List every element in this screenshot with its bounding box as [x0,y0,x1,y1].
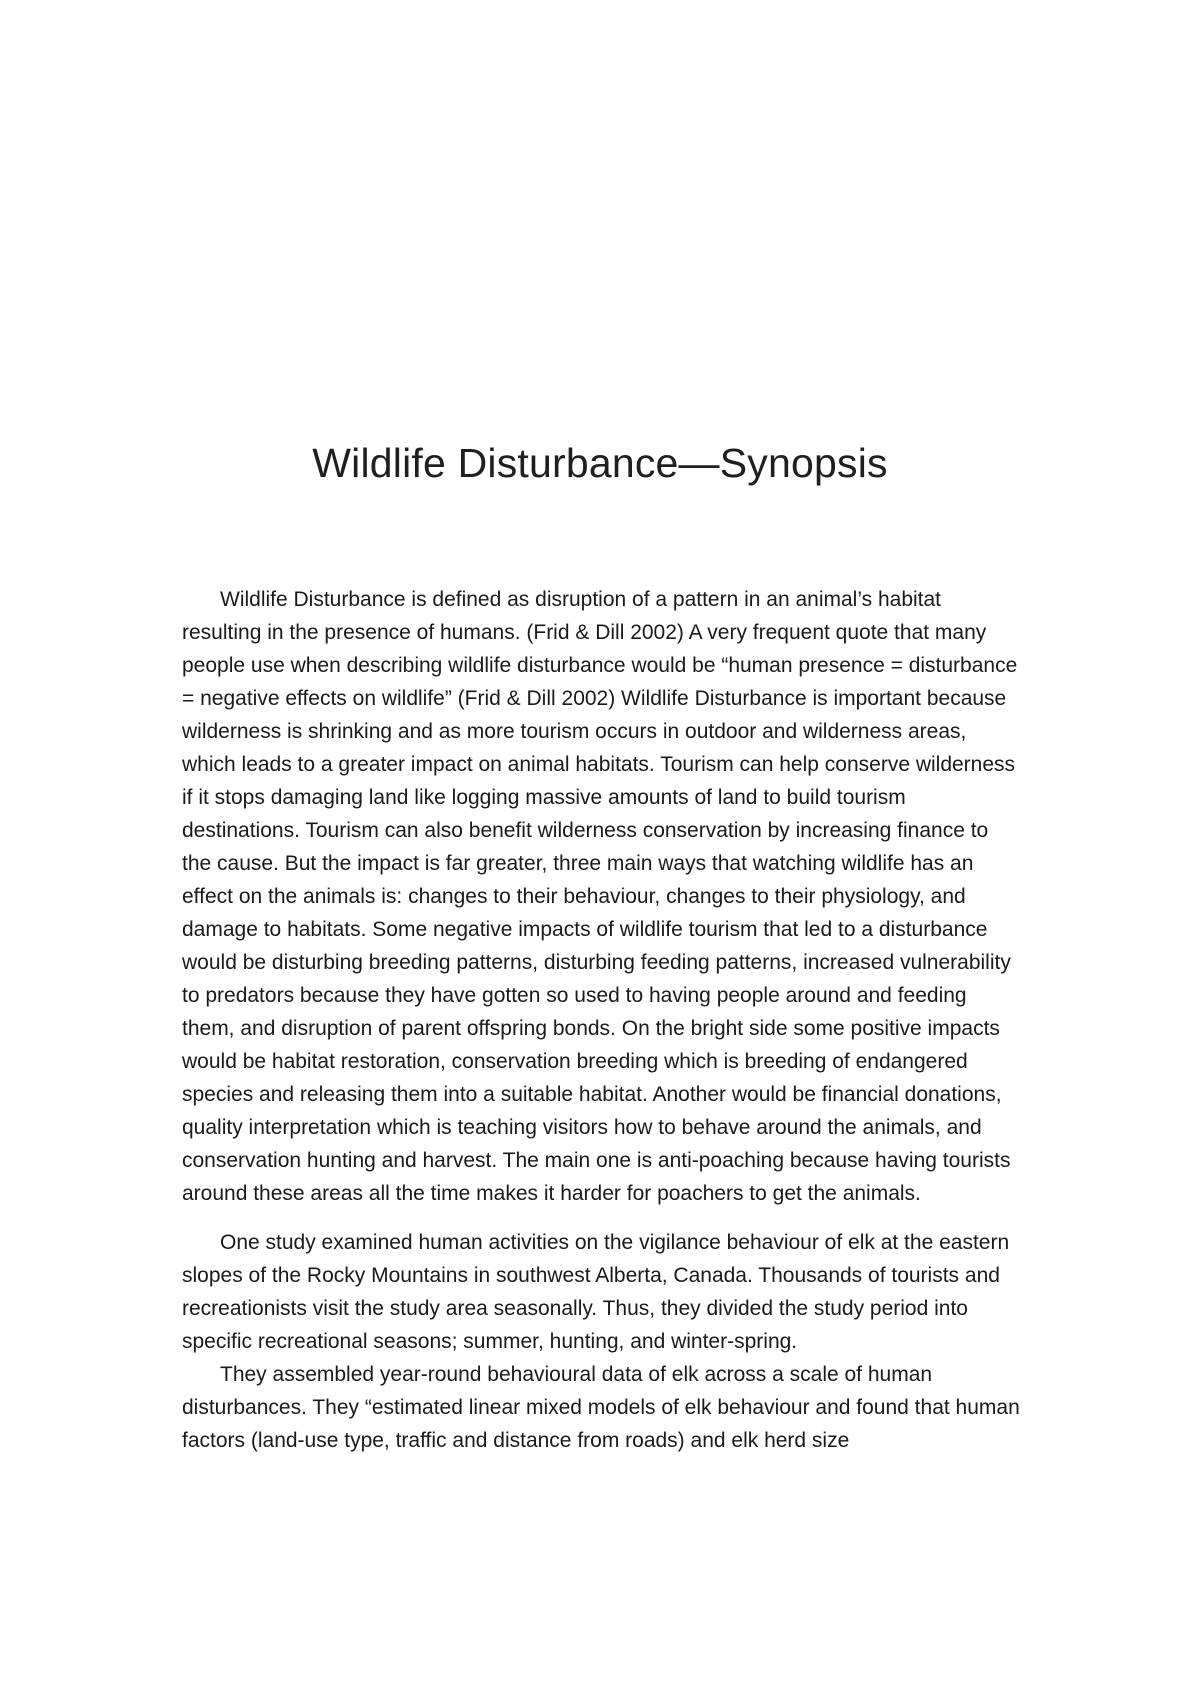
document-body [182,583,1022,1457]
paragraph-definition: Wildlife Disturbance is defined as disruption of a pattern in an animal’s habitat resulting in the presence of humans. (Frid & Dill 2002) A very frequent quote that many people use when describing wildlife disturbance would be “human presence = disturbance = negative effects on wildlife” (Frid & Dill 2002) Wildlife Disturbance is important because wilderness is shrinking and as more tourism occurs in outdoor and wilderness areas, which leads to a greater impact on animal habitats. Tourism can help conserve wilderness if it stops damaging land like logging massive amounts of land to build tourism destinations. Tourism can also benefit wilderness conservation by increasing finance to the cause. But the impact is far greater, three main ways that watching wildlife has an effect on the animals is: changes to their behaviour, changes to their physiology, and damage to habitats. Some negative impacts of wildlife tourism that led to a disturbance would be disturbing breeding patterns, disturbing feeding patterns, increased vulnerability to predators because they have gotten so used to having people around and feeding them, and disruption of parent offspring bonds. On the bright side some positive impacts would be habitat restoration, conservation breeding which is breeding of endangered species and releasing them into a suitable habitat. Another would be financial donations, quality interpretation which is teaching visitors how to behave around the animals, and conservation hunting and harvest. The main one is anti-poaching because having tourists around these areas all the time makes it harder for poachers to get the animals. [182,588,1018,1205]
paragraph-elk-study: One study examined human activities on the vigilance behaviour of elk at the eastern slopes of the Rocky Mountains in southwest Alberta, Canada. Thousands of tourists and recreationists visit the study area seasonally. Thus, they divided the study period into specific recreational seasons; summer, hunting, and winter-spring. [182,1231,1010,1353]
document-title: Wildlife Disturbance—Synopsis [312,440,888,486]
paragraph-behavioural-data: They assembled year-round behavioural data of elk across a scale of human disturbances. They “estimated linear mixed models of elk behaviour and found that human factors (land-use type, traffic and distance from roads) and elk herd size [182,1363,1020,1452]
